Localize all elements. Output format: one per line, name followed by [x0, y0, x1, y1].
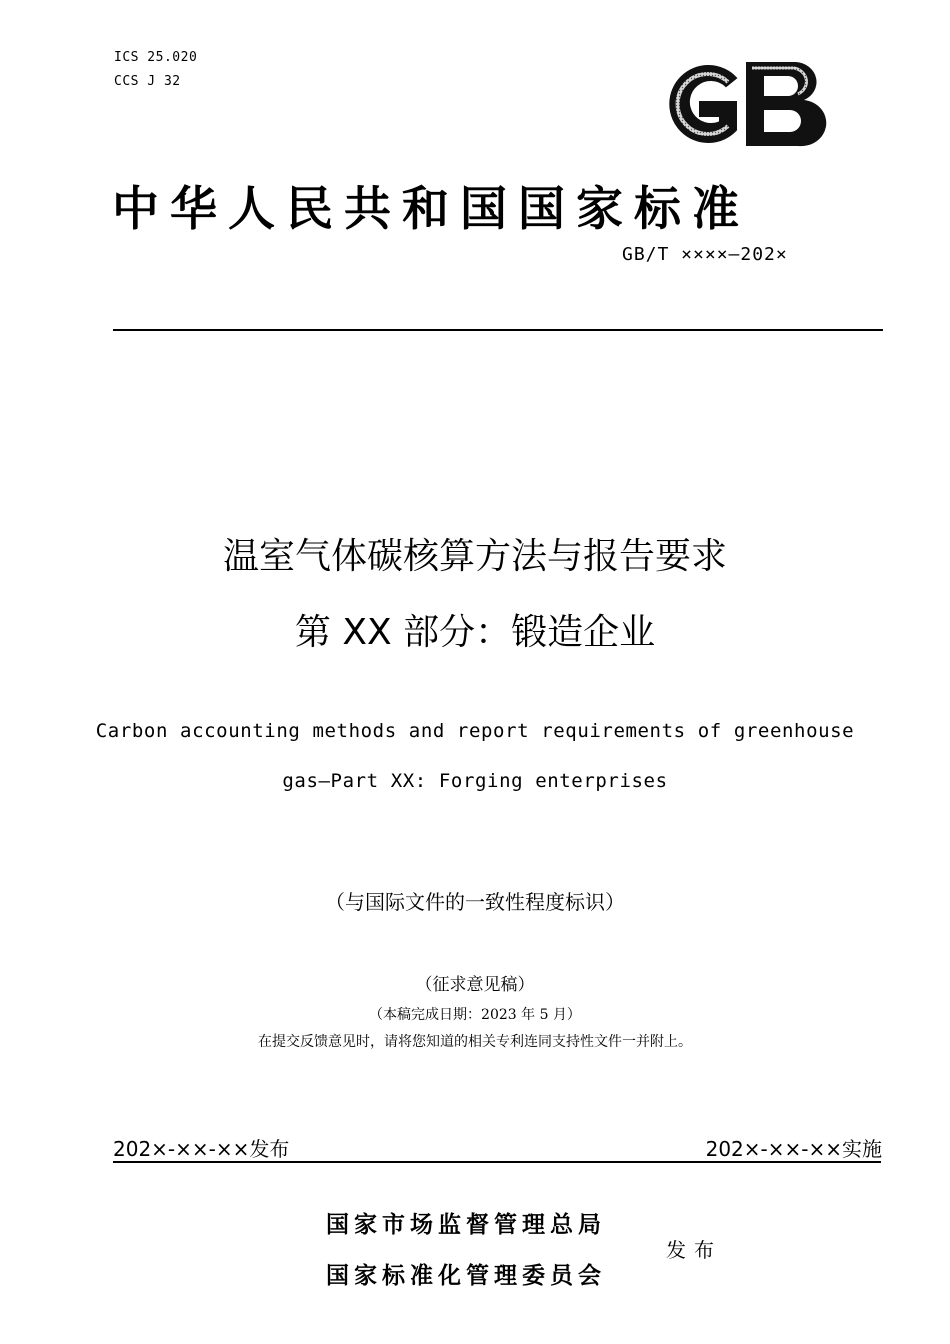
national-standard-title: 中华人民共和国国家标准: [112, 182, 750, 237]
english-title-line-1: Carbon accounting methods and report requirements of greenhouse: [95, 720, 855, 742]
feedback-note: 在提交反馈意见时，请将您知道的相关专利连同支持性文件一并附上。: [258, 1034, 692, 1050]
chinese-title-line-2: 第 XX 部分：锻造企业: [294, 612, 656, 653]
bottom-divider: [113, 1161, 881, 1163]
top-divider: [113, 329, 883, 331]
ccs-code: CCS J 32: [114, 74, 181, 89]
publish-label: 发布: [666, 1238, 722, 1262]
issuer-samr: 国家市场监督管理总局: [326, 1211, 606, 1238]
issuer-sac: 国家标准化管理委员会: [326, 1262, 606, 1289]
implementation-date: 202×-××-××实施: [705, 1137, 882, 1161]
draft-completion-date: （本稿完成日期：2023 年 5 月）: [369, 1007, 581, 1023]
english-title-line-2: gas—Part XX: Forging enterprises: [282, 770, 668, 792]
gb-logo: [648, 56, 830, 152]
chinese-title-line-1: 温室气体碳核算方法与报告要求: [222, 536, 727, 577]
draft-label: （征求意见稿）: [415, 975, 535, 995]
issue-date: 202×-××-××发布: [113, 1137, 290, 1161]
intl-consistency-mark: （与国际文件的一致性程度标识）: [325, 890, 625, 914]
ics-code: ICS 25.020: [114, 50, 198, 65]
standard-number: GB/T ××××—202×: [622, 244, 788, 265]
